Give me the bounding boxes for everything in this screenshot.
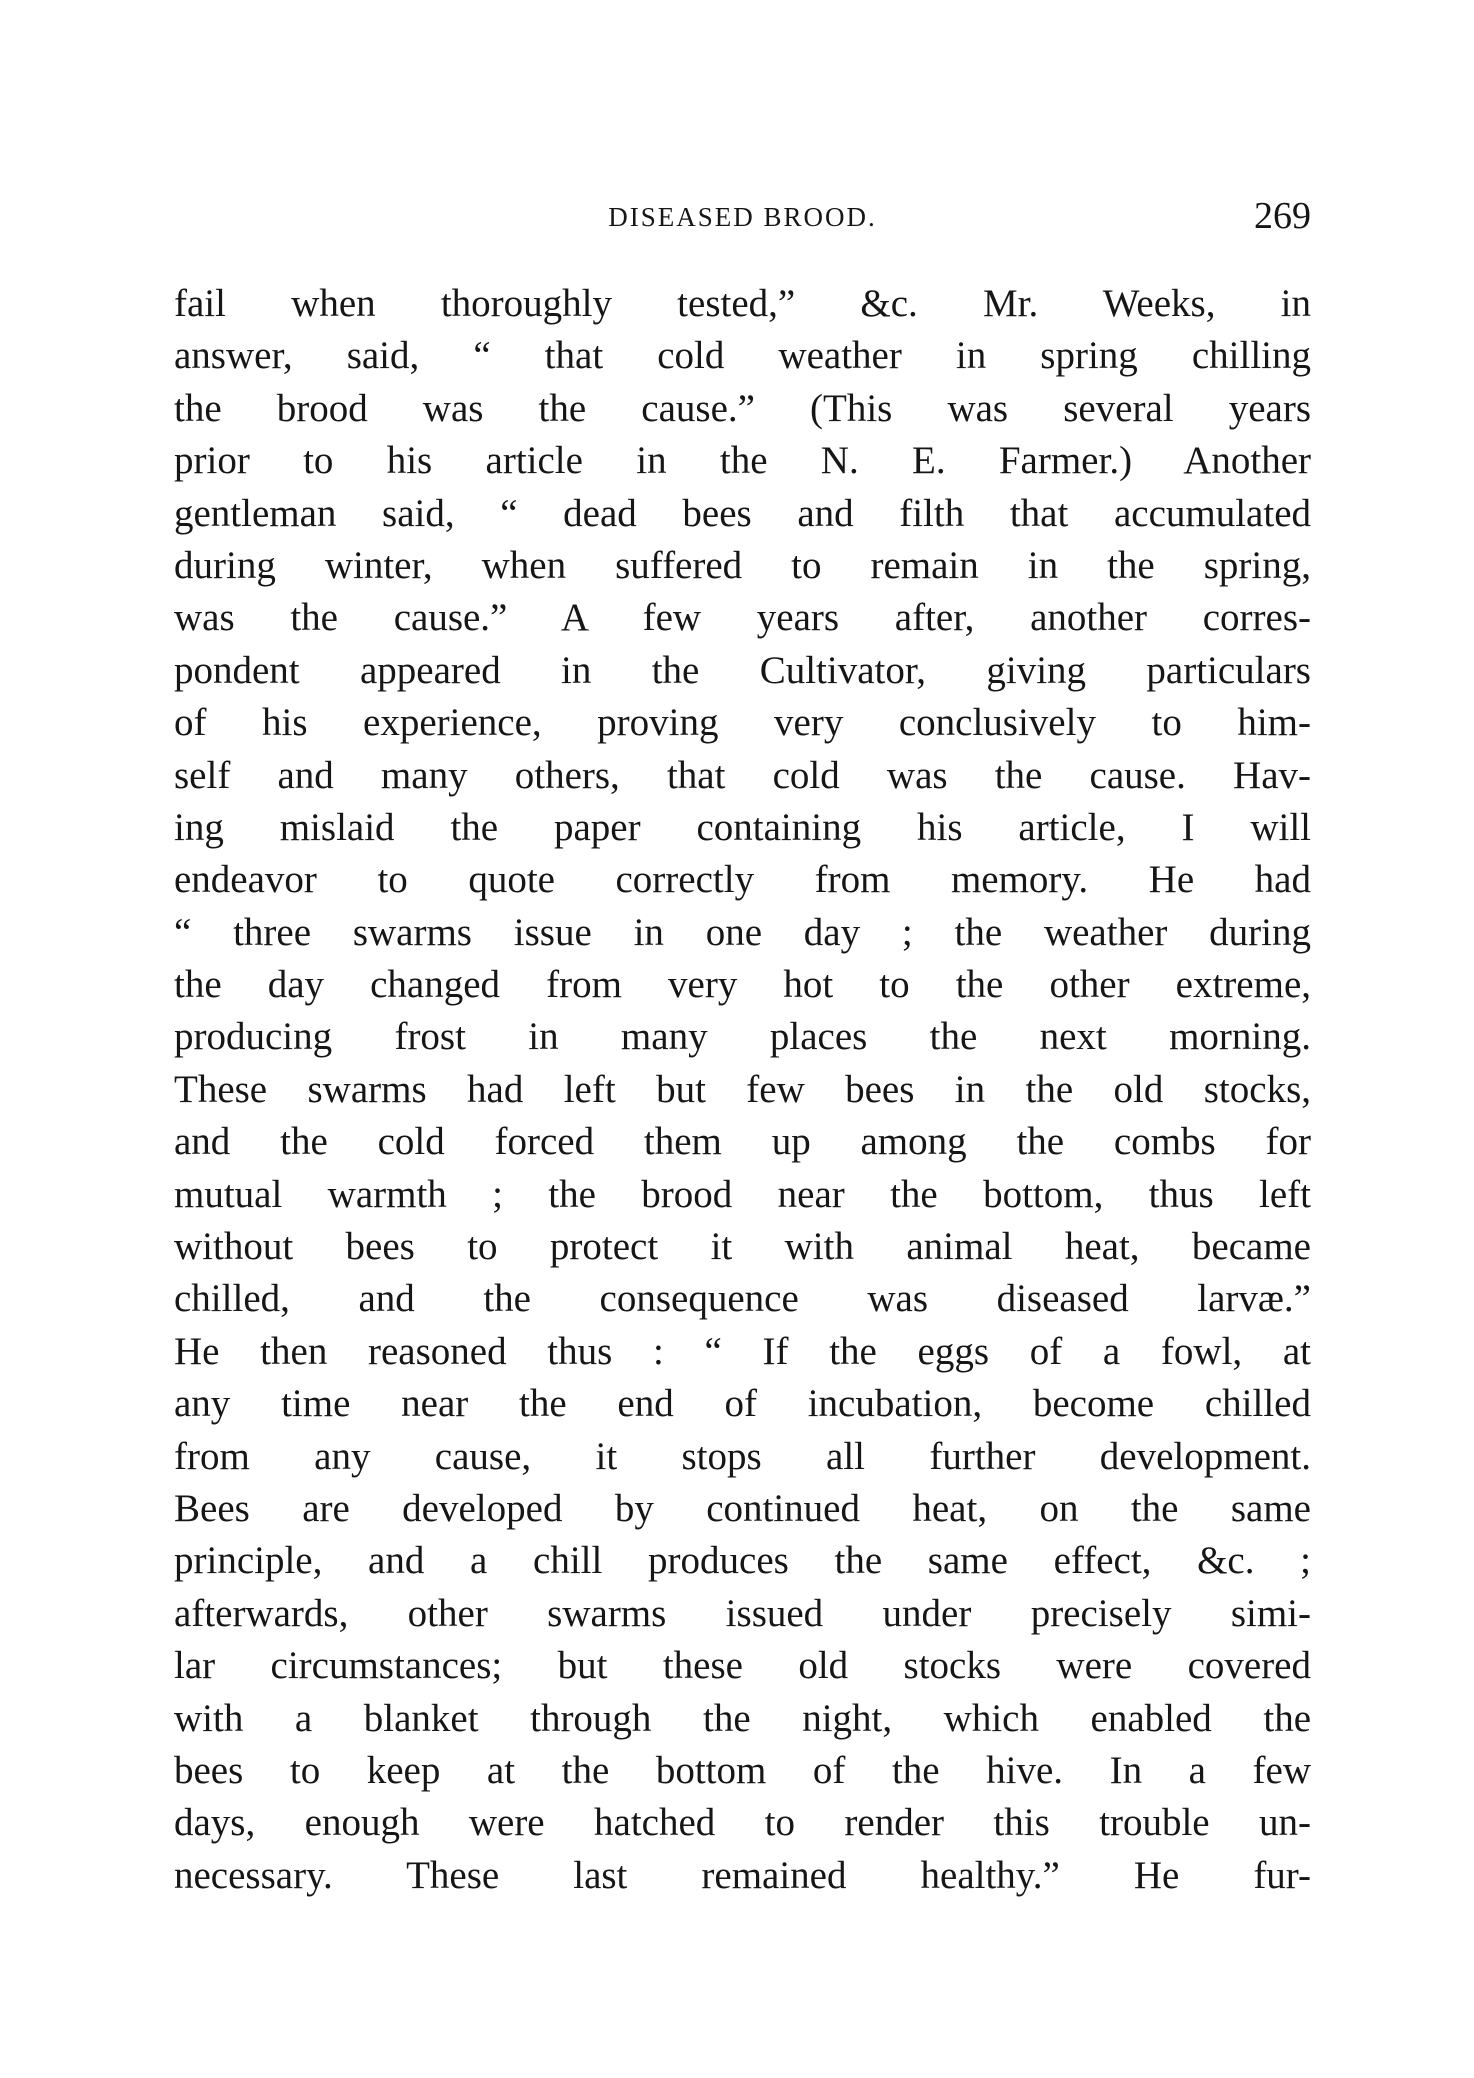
text-line: bees to keep at the bottom of the hive. In a few [174,1748,1311,1792]
text-line: days, enough were hatched to render this trouble un- [174,1801,1311,1845]
text-line: was the cause.” A few years after, another corres- [174,596,1311,640]
text-line: with a blanket through the night, which enabled the [174,1696,1311,1740]
text-line: gentleman said, “ dead bees and filth that accumulated [174,491,1311,535]
text-line: producing frost in many places the next morning. [174,1015,1311,1059]
text-line: and the cold forced them up among the combs for [174,1120,1311,1164]
page-number: 269 [1254,195,1311,237]
text-line: mutual warmth ; the brood near the bottom, thus left [174,1172,1311,1216]
text-line: These swarms had left but few bees in the old stocks, [174,1067,1311,1111]
running-title: DISEASED BROOD. [608,202,877,232]
page-header [174,196,1311,246]
text-line: endeavor to quote correctly from memory. He had [174,858,1311,902]
text-line: principle, and a chill produces the same effect, &c. ; [174,1539,1311,1583]
text-line: afterwards, other swarms issued under precisely simi- [174,1591,1311,1635]
text-line: the brood was the cause.” (This was several years [174,386,1311,430]
text-line: the day changed from very hot to the other extreme, [174,963,1311,1007]
text-line: any time near the end of incubation, become chilled [174,1382,1311,1426]
text-line: of his experience, proving very conclusively to him- [174,701,1311,745]
text-line: without bees to protect it with animal heat, became [174,1225,1311,1269]
text-line: Bees are developed by continued heat, on the same [174,1486,1311,1530]
body-text [174,278,1311,1902]
text-line: He then reasoned thus : “ If the eggs of a fowl, at [174,1329,1311,1373]
text-line: chilled, and the consequence was diseased larvæ.” [174,1277,1311,1321]
text-line: lar circumstances; but these old stocks were covered [174,1644,1311,1688]
text-line: prior to his article in the N. E. Farmer.) Another [174,439,1311,483]
text-line: from any cause, it stops all further development. [174,1434,1311,1478]
text-line: fail when thoroughly tested,” &c. Mr. Weeks, in [174,282,1311,325]
text-line: necessary. These last remained healthy.” He fur- [174,1853,1311,1897]
text-line: self and many others, that cold was the cause. Hav- [174,753,1311,797]
text-line: during winter, when suffered to remain in the spring, [174,543,1311,587]
text-line: “ three swarms issue in one day ; the weather during [174,910,1311,954]
text-line: ing mislaid the paper containing his article, I will [174,805,1311,849]
text-line: answer, said, “ that cold weather in spring chilling [174,334,1311,378]
text-line: pondent appeared in the Cultivator, giving particulars [174,648,1311,692]
